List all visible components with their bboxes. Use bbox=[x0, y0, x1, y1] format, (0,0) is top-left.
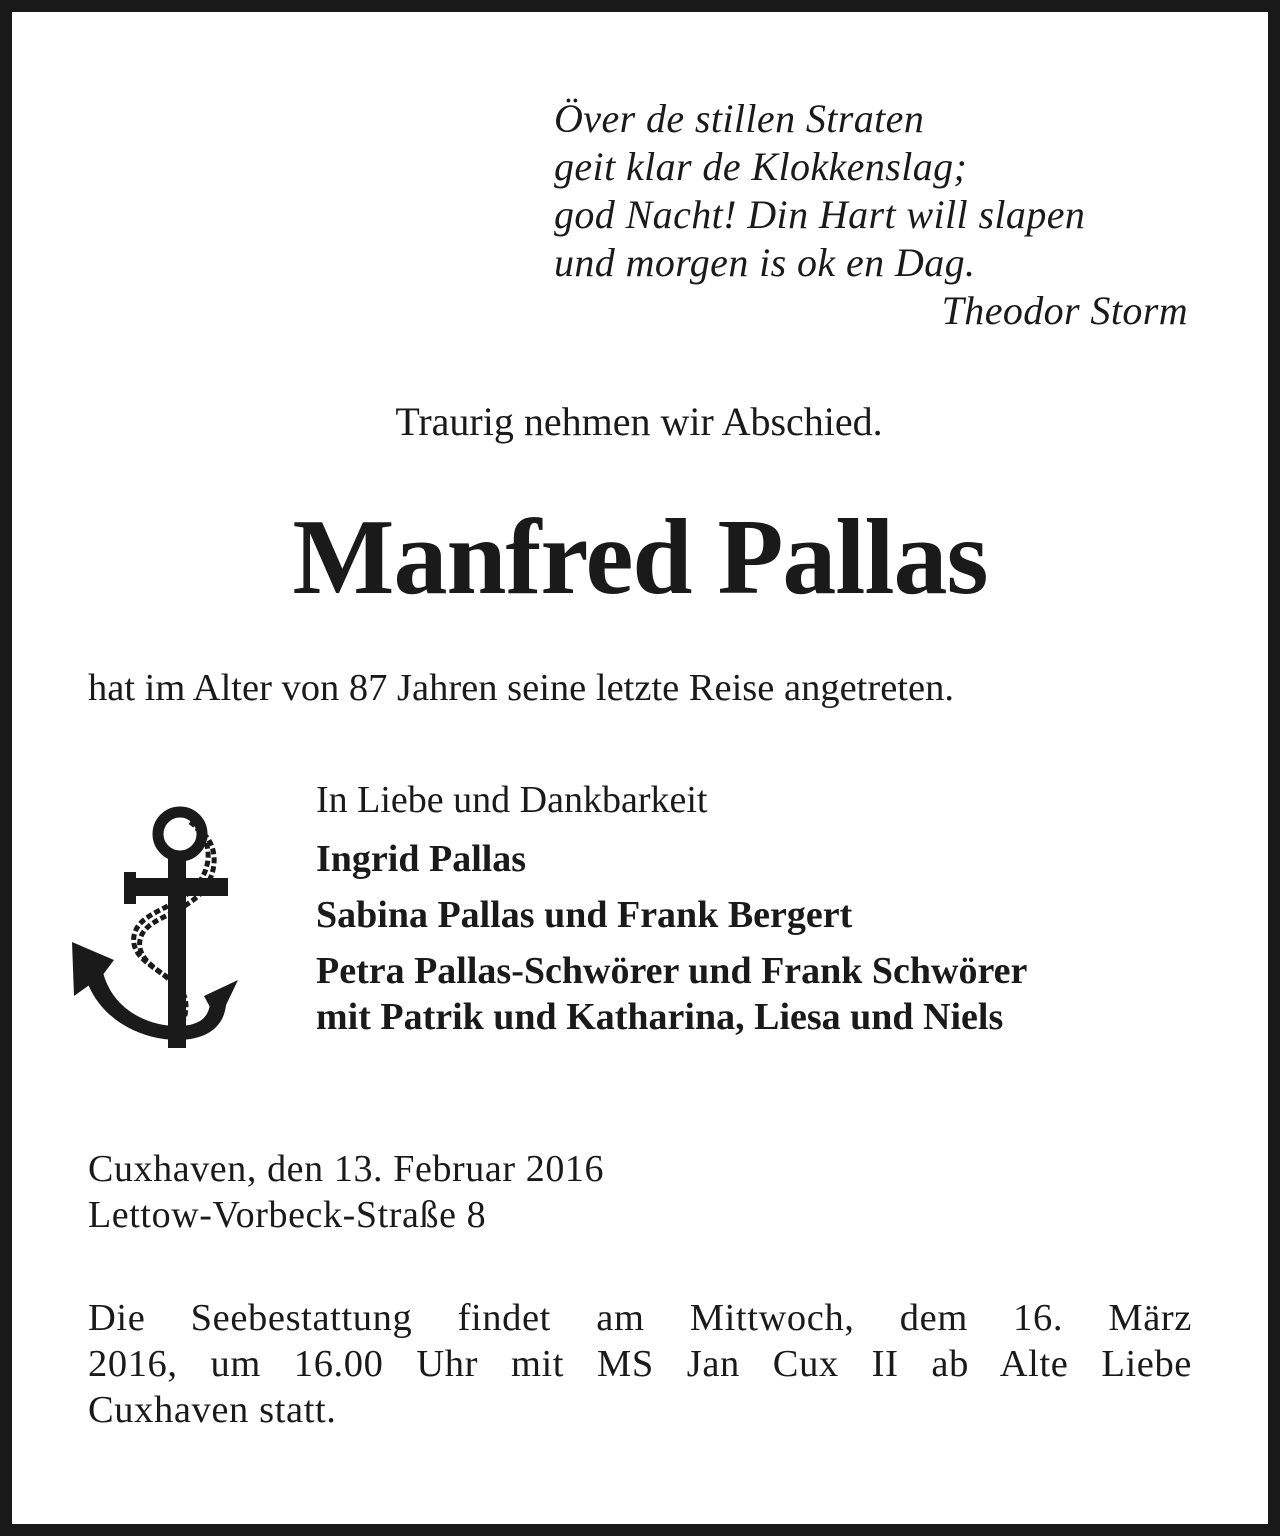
place-and-date bbox=[88, 1146, 604, 1238]
mourner-name bbox=[316, 948, 1206, 1040]
age-statement: hat im Alter von 87 Jahren seine letzte Reise angetreten. bbox=[88, 667, 954, 709]
anchor-stock-end bbox=[124, 872, 136, 904]
address: Lettow-Vorbeck-Straße 8 bbox=[88, 1194, 487, 1236]
intro-sentence: Traurig nehmen wir Abschied. bbox=[395, 399, 883, 444]
mourner-name: Sabina Pallas und Frank Bergert bbox=[316, 894, 853, 936]
burial-line: Die Seebestattung findet am Mittwoch, dem 16. März bbox=[88, 1297, 1192, 1339]
poem-line: und morgen is ok en Dag. bbox=[554, 240, 976, 285]
burial-line: Cuxhaven statt. bbox=[88, 1389, 337, 1431]
burial-line: 2016, um 16.00 Uhr mit MS Jan Cux II ab Alte Liebe bbox=[88, 1343, 1192, 1385]
mourner-line: Petra Pallas-Schwörer und Frank Schwörer bbox=[316, 950, 1028, 992]
mourner-line: mit Patrik und Katharina, Liesa und Niels bbox=[316, 996, 1004, 1038]
poem-author: Theodor Storm bbox=[941, 288, 1188, 333]
city-date: Cuxhaven, den 13. Februar 2016 bbox=[88, 1148, 605, 1190]
anchor-stock bbox=[128, 878, 228, 896]
poem-line: god Nacht! Din Hart will slapen bbox=[554, 192, 1086, 237]
burial-notice bbox=[88, 1295, 1192, 1433]
mourners-block bbox=[316, 776, 1206, 1040]
anchor-icon bbox=[68, 800, 240, 1062]
poem-quote bbox=[554, 95, 1194, 335]
deceased-name: Manfred Pallas bbox=[292, 498, 988, 617]
poem-line: Över de stillen Straten bbox=[554, 96, 925, 141]
dedication-text: In Liebe und Dankbarkeit bbox=[316, 779, 708, 821]
anchor-ring bbox=[158, 812, 202, 856]
poem-line: geit klar de Klokkenslag; bbox=[554, 144, 968, 189]
intro-text bbox=[0, 398, 1280, 446]
mourner-name: Ingrid Pallas bbox=[316, 838, 527, 880]
